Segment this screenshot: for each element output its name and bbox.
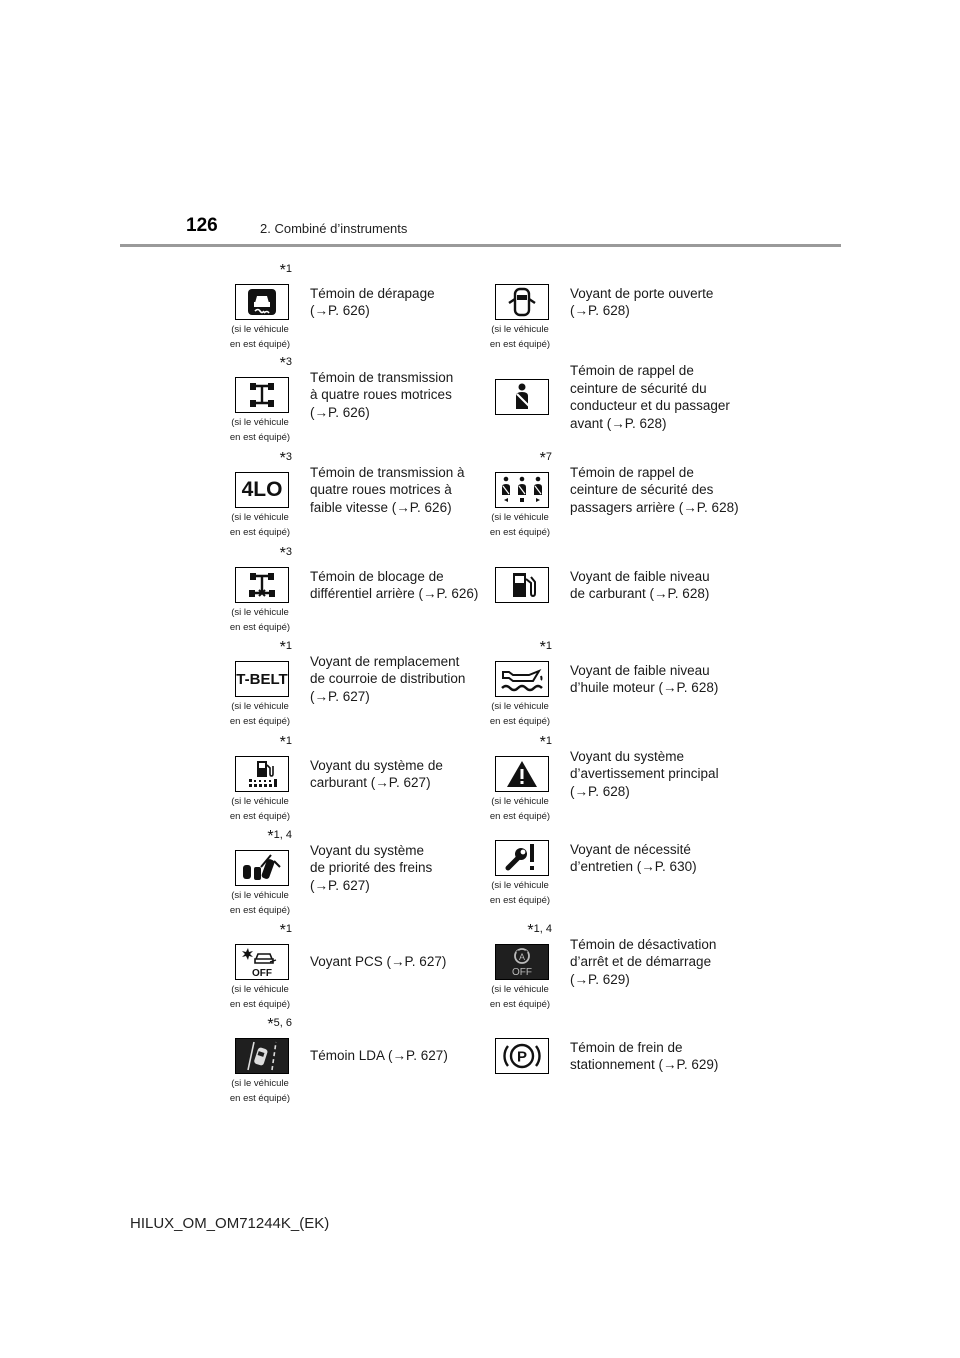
description-line: Voyant du système bbox=[570, 748, 685, 764]
equipment-note-line: en est équipé) bbox=[489, 895, 551, 906]
equipment-note bbox=[220, 322, 300, 352]
indicator-entry bbox=[480, 448, 740, 543]
maintenance-wrench-icon bbox=[495, 840, 549, 876]
indicator-row bbox=[220, 1018, 760, 1113]
indicator-description bbox=[560, 733, 740, 828]
equipment-note-line: en est équipé) bbox=[489, 339, 551, 350]
footnote-number: 1, 4 bbox=[533, 923, 552, 935]
description-line: de carburant (→P. 628) bbox=[570, 586, 710, 601]
oil-can-icon bbox=[495, 661, 549, 697]
equipment-note-line: (si le véhicule bbox=[231, 324, 289, 335]
indicator-icon-column bbox=[480, 353, 560, 448]
indicator-entry bbox=[480, 923, 740, 1018]
description-line: à quatre roues motrices bbox=[310, 387, 452, 403]
footnote-marker bbox=[280, 922, 292, 940]
indicator-icon-column bbox=[220, 1018, 300, 1113]
description-line: stationnement (→P. 629) bbox=[570, 1057, 719, 1072]
equipment-note bbox=[480, 794, 560, 824]
equipment-note-line: (si le véhicule bbox=[491, 324, 549, 335]
svg-text:P: P bbox=[516, 1048, 528, 1066]
equipment-note-line: en est équipé) bbox=[229, 716, 291, 727]
seatbelt-icon bbox=[495, 379, 549, 415]
footnote-number: 1 bbox=[285, 735, 292, 747]
equipment-note bbox=[220, 699, 300, 729]
indicator-icon-column bbox=[480, 923, 560, 1018]
footnote-number: 1 bbox=[545, 735, 552, 747]
indicator-description bbox=[560, 258, 740, 353]
equipment-note-line: (si le véhicule bbox=[231, 796, 289, 807]
description-line: conducteur et du passager bbox=[570, 398, 730, 413]
indicator-entry bbox=[480, 1018, 740, 1113]
indicator-icon-column bbox=[220, 638, 300, 733]
footnote-marker bbox=[540, 450, 552, 468]
indicator-entry bbox=[220, 1018, 480, 1113]
equipment-note-line: en est équipé) bbox=[229, 811, 291, 822]
equipment-note-line: en est équipé) bbox=[229, 339, 291, 350]
indicator-description bbox=[300, 543, 480, 638]
svg-text:OFF: OFF bbox=[512, 967, 532, 978]
footnote-marker bbox=[540, 639, 552, 657]
equipment-note-line: (si le véhicule bbox=[231, 1078, 289, 1089]
footnote-asterisk: * bbox=[267, 1016, 274, 1033]
indicator-description bbox=[300, 448, 480, 543]
master-warning-icon bbox=[495, 756, 549, 792]
indicator-icon-column bbox=[480, 448, 560, 543]
indicator-entry bbox=[220, 448, 480, 543]
equipment-note bbox=[220, 888, 300, 918]
description-line: quatre roues motrices à bbox=[310, 482, 452, 498]
description-line: de priorité des freins bbox=[310, 860, 433, 876]
description-line: Voyant de faible niveau bbox=[570, 662, 710, 678]
footnote-marker bbox=[280, 450, 292, 468]
footnote-asterisk: * bbox=[279, 262, 286, 279]
equipment-note-line: en est équipé) bbox=[489, 716, 551, 727]
equipment-note-line: (si le véhicule bbox=[231, 607, 289, 618]
indicator-icon-column bbox=[220, 733, 300, 828]
description-line: Témoin de rappel de bbox=[570, 464, 694, 480]
indicator-icon-column bbox=[480, 258, 560, 353]
indicator-description bbox=[300, 923, 480, 1018]
indicator-entry bbox=[480, 638, 740, 733]
footnote-asterisk: * bbox=[539, 639, 546, 656]
4wd-icon bbox=[235, 377, 289, 413]
svg-text:A: A bbox=[518, 952, 526, 962]
indicator-row bbox=[220, 828, 760, 923]
footnote-marker bbox=[280, 355, 292, 373]
indicator-icon-column bbox=[220, 543, 300, 638]
indicator-entry bbox=[480, 733, 740, 828]
indicator-description bbox=[560, 828, 740, 923]
indicator-icon-column bbox=[480, 1018, 560, 1113]
description-line: (→P. 626) bbox=[310, 404, 370, 420]
indicator-row bbox=[220, 448, 760, 543]
equipment-note-line: en est équipé) bbox=[229, 527, 291, 538]
indicator-entry bbox=[220, 923, 480, 1018]
description-line: Témoin de transmission bbox=[310, 369, 454, 385]
equipment-note bbox=[480, 322, 560, 352]
equipment-note-line: (si le véhicule bbox=[231, 890, 289, 901]
footnote-asterisk: * bbox=[279, 450, 286, 467]
rear-diff-lock-icon bbox=[235, 567, 289, 603]
equipment-note-line: (si le véhicule bbox=[231, 417, 289, 428]
description-line: Témoin de frein de bbox=[570, 1039, 683, 1055]
indicator-description bbox=[560, 353, 740, 448]
footnote-marker bbox=[267, 1016, 292, 1034]
equipment-note-line: (si le véhicule bbox=[231, 701, 289, 712]
equipment-note-line: (si le véhicule bbox=[231, 512, 289, 523]
equipment-note-line: (si le véhicule bbox=[491, 796, 549, 807]
equipment-note-line: en est équipé) bbox=[229, 432, 291, 443]
indicator-icon-column bbox=[480, 543, 560, 638]
footnote-number: 1 bbox=[285, 263, 292, 275]
equipment-note-line: en est équipé) bbox=[229, 905, 291, 916]
indicator-icon-column bbox=[220, 923, 300, 1018]
description-line: de courroie de distribution bbox=[310, 671, 466, 687]
footnote-number: 5, 6 bbox=[273, 1017, 292, 1029]
lda-icon bbox=[235, 1038, 289, 1074]
footnote-number: 3 bbox=[285, 356, 292, 368]
description-line: (→P. 627) bbox=[310, 688, 370, 704]
description-line: avant (→P. 628) bbox=[570, 415, 667, 431]
description-line: (→P. 629) bbox=[570, 971, 630, 987]
description-line: Voyant du système bbox=[310, 842, 425, 858]
footnote-marker bbox=[280, 639, 292, 657]
equipment-note-line: en est équipé) bbox=[229, 999, 291, 1010]
footnote-asterisk: * bbox=[527, 922, 534, 939]
equipment-note-line: (si le véhicule bbox=[491, 701, 549, 712]
description-line: (→P. 626) bbox=[310, 303, 370, 318]
section-title: 2. Combiné d’instruments bbox=[260, 221, 408, 236]
description-line: Voyant PCS (→P. 627) bbox=[310, 954, 447, 970]
equipment-note-line: (si le véhicule bbox=[491, 984, 549, 995]
equipment-note-line: en est équipé) bbox=[489, 999, 551, 1010]
indicator-description bbox=[300, 353, 480, 448]
footnote-marker bbox=[280, 262, 292, 280]
indicator-row bbox=[220, 353, 760, 448]
icon-label: T-BELT bbox=[236, 670, 288, 688]
page-number: 126 bbox=[186, 215, 218, 236]
footnote-marker bbox=[280, 734, 292, 752]
equipment-note-line: en est équipé) bbox=[229, 1093, 291, 1104]
footnote-number: 1 bbox=[285, 640, 292, 652]
4lo-icon bbox=[235, 472, 289, 508]
pcs-off-icon bbox=[235, 944, 289, 980]
description-line: d’huile moteur (→P. 628) bbox=[570, 680, 719, 695]
description-line: Témoin de dérapage bbox=[310, 285, 435, 301]
equipment-note bbox=[480, 510, 560, 540]
description-line: faible vitesse (→P. 626) bbox=[310, 499, 452, 515]
equipment-note-line: en est équipé) bbox=[489, 811, 551, 822]
door-open-icon bbox=[495, 284, 549, 320]
description-line: Voyant de faible niveau bbox=[570, 568, 710, 584]
indicator-description bbox=[560, 448, 740, 543]
footnote-marker bbox=[540, 734, 552, 752]
footnote-asterisk: * bbox=[279, 355, 286, 372]
fuel-pump-icon bbox=[495, 567, 549, 603]
indicator-entry bbox=[220, 638, 480, 733]
icon-label: 4LO bbox=[241, 478, 283, 501]
indicator-row bbox=[220, 258, 760, 353]
description-line: ceinture de sécurité des bbox=[570, 482, 714, 498]
equipment-note bbox=[220, 605, 300, 635]
footnote-number: 3 bbox=[285, 451, 292, 463]
footnote-number: 1, 4 bbox=[273, 829, 292, 841]
description-line: (→P. 628) bbox=[570, 783, 630, 799]
indicator-description bbox=[300, 828, 480, 923]
footnote-asterisk: * bbox=[279, 734, 286, 751]
description-line: différentiel arrière (→P. 626) bbox=[310, 586, 479, 601]
description-line: d’avertissement principal bbox=[570, 766, 719, 782]
description-line: Voyant de nécessité bbox=[570, 841, 691, 857]
description-line: Témoin de transmission à bbox=[310, 464, 465, 480]
equipment-note bbox=[220, 415, 300, 445]
indicator-icon-column bbox=[220, 353, 300, 448]
footnote-asterisk: * bbox=[279, 545, 286, 562]
indicator-row bbox=[220, 543, 760, 638]
indicator-table bbox=[220, 258, 760, 1113]
description-line: Voyant du système de bbox=[310, 757, 443, 773]
indicator-icon-column bbox=[480, 638, 560, 733]
indicator-description bbox=[560, 923, 740, 1018]
footnote-marker bbox=[527, 922, 552, 940]
footnote-asterisk: * bbox=[267, 828, 274, 845]
footnote-number: 1 bbox=[285, 923, 292, 935]
description-line: carburant (→P. 627) bbox=[310, 775, 431, 790]
indicator-entry bbox=[220, 258, 480, 353]
footnote-number: 3 bbox=[285, 546, 292, 558]
equipment-note bbox=[220, 982, 300, 1012]
indicator-entry bbox=[480, 543, 740, 638]
description-line: Témoin de désactivation bbox=[570, 936, 717, 952]
equipment-note-line: (si le véhicule bbox=[231, 984, 289, 995]
equipment-note bbox=[220, 1076, 300, 1106]
equipment-note bbox=[480, 878, 560, 908]
indicator-description bbox=[300, 638, 480, 733]
description-line: Témoin de rappel de bbox=[570, 363, 694, 378]
indicator-description bbox=[300, 1018, 480, 1113]
indicator-icon-column bbox=[220, 448, 300, 543]
equipment-note bbox=[220, 794, 300, 824]
indicator-icon-column bbox=[480, 828, 560, 923]
footnote-number: 1 bbox=[545, 640, 552, 652]
description-line: Voyant de remplacement bbox=[310, 653, 460, 669]
t-belt-icon bbox=[235, 661, 289, 697]
indicator-entry bbox=[220, 543, 480, 638]
brake-override-icon bbox=[235, 850, 289, 886]
indicator-entry bbox=[220, 353, 480, 448]
equipment-note-line: en est équipé) bbox=[229, 622, 291, 633]
description-line: d’entretien (→P. 630) bbox=[570, 859, 697, 874]
description-line: d’arrêt et de démarrage bbox=[570, 954, 712, 970]
description-line: Témoin LDA (→P. 627) bbox=[310, 1048, 448, 1064]
indicator-row bbox=[220, 923, 760, 1018]
description-line: (→P. 628) bbox=[570, 303, 630, 318]
indicator-description bbox=[300, 258, 480, 353]
description-line: Voyant de porte ouverte bbox=[570, 285, 714, 301]
indicator-description bbox=[560, 638, 740, 733]
header-rule bbox=[120, 244, 841, 247]
indicator-icon-column bbox=[220, 258, 300, 353]
fuel-system-icon bbox=[235, 756, 289, 792]
footnote-marker bbox=[280, 545, 292, 563]
description-line: Témoin de blocage de bbox=[310, 568, 444, 584]
rear-seatbelt-icon bbox=[495, 472, 549, 508]
equipment-note-line: (si le véhicule bbox=[491, 512, 549, 523]
skid-icon bbox=[235, 284, 289, 320]
indicator-description bbox=[560, 543, 740, 638]
indicator-icon-column bbox=[220, 828, 300, 923]
footnote-asterisk: * bbox=[539, 450, 546, 467]
indicator-entry bbox=[480, 258, 740, 353]
equipment-note-line: en est équipé) bbox=[489, 527, 551, 538]
footnote-marker bbox=[267, 828, 292, 846]
indicator-row bbox=[220, 638, 760, 733]
stop-start-off-icon bbox=[495, 944, 549, 980]
footnote-asterisk: * bbox=[539, 734, 546, 751]
footnote-number: 7 bbox=[545, 451, 552, 463]
equipment-note-line: (si le véhicule bbox=[491, 880, 549, 891]
footnote-asterisk: * bbox=[279, 639, 286, 656]
parking-brake-icon bbox=[495, 1038, 549, 1074]
indicator-row bbox=[220, 733, 760, 828]
indicator-entry bbox=[480, 828, 740, 923]
description-line: (→P. 627) bbox=[310, 877, 370, 893]
equipment-note bbox=[220, 510, 300, 540]
description-line: ceinture de sécurité du bbox=[570, 380, 707, 396]
description-line: passagers arrière (→P. 628) bbox=[570, 499, 739, 515]
equipment-note bbox=[480, 699, 560, 729]
indicator-entry bbox=[220, 828, 480, 923]
indicator-entry bbox=[220, 733, 480, 828]
footnote-asterisk: * bbox=[279, 922, 286, 939]
indicator-entry bbox=[480, 353, 740, 448]
document-code: HILUX_OM_OM71244K_(EK) bbox=[130, 1215, 330, 1232]
indicator-description bbox=[560, 1018, 740, 1113]
indicator-icon-column bbox=[480, 733, 560, 828]
equipment-note bbox=[480, 982, 560, 1012]
svg-text:OFF: OFF bbox=[252, 968, 272, 978]
indicator-description bbox=[300, 733, 480, 828]
